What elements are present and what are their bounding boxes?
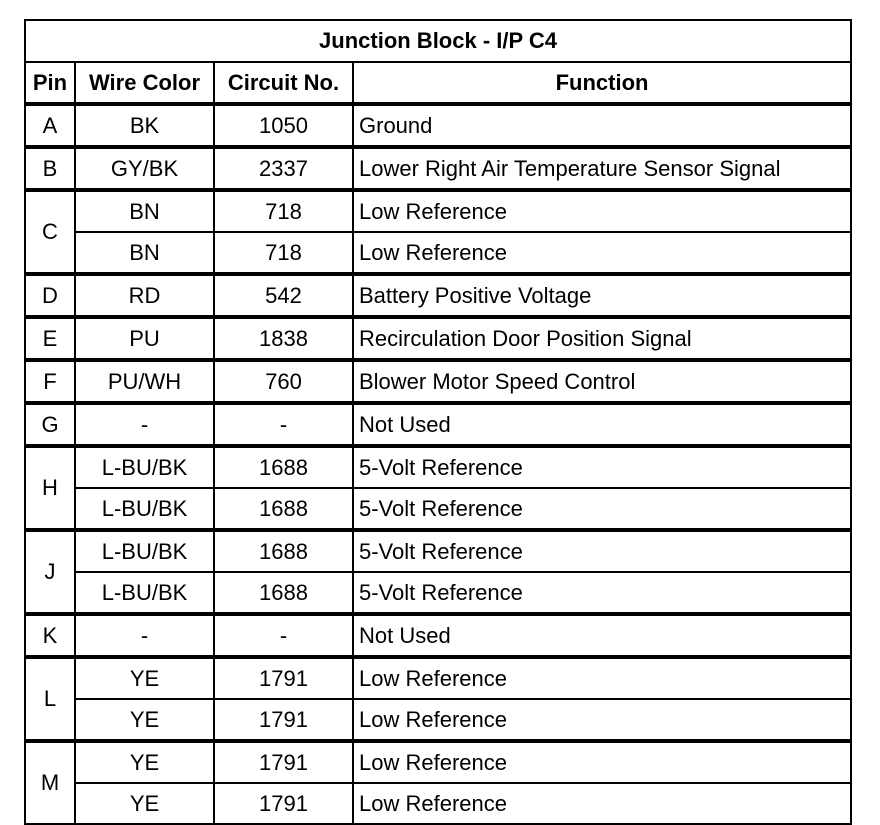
circuit-no-cell: - xyxy=(214,403,353,446)
wire-color-cell: GY/BK xyxy=(75,147,214,190)
function-cell: Not Used xyxy=(353,403,851,446)
wire-color-cell: L-BU/BK xyxy=(75,446,214,488)
table-row xyxy=(25,190,851,232)
circuit-no-cell: 1688 xyxy=(214,488,353,530)
wire-color-cell: BN xyxy=(75,232,214,274)
header-circuit-no: Circuit No. xyxy=(214,62,353,104)
function-cell: Recirculation Door Position Signal xyxy=(353,317,851,360)
pin-cell: K xyxy=(25,614,75,657)
table-row xyxy=(25,488,851,530)
wire-color-cell: - xyxy=(75,614,214,657)
table-title-row xyxy=(25,20,851,62)
circuit-no-cell: 1791 xyxy=(214,783,353,824)
function-cell: Low Reference xyxy=(353,741,851,783)
circuit-no-cell: 1688 xyxy=(214,530,353,572)
circuit-no-cell: - xyxy=(214,614,353,657)
function-cell: Low Reference xyxy=(353,699,851,741)
function-cell: Ground xyxy=(353,104,851,147)
wire-color-cell: BN xyxy=(75,190,214,232)
table-body xyxy=(25,104,851,824)
table-row xyxy=(25,783,851,824)
table-row xyxy=(25,232,851,274)
function-cell: 5-Volt Reference xyxy=(353,572,851,614)
circuit-no-cell: 1050 xyxy=(214,104,353,147)
function-cell: Lower Right Air Temperature Sensor Signal xyxy=(353,147,851,190)
table-row xyxy=(25,274,851,317)
wire-color-cell: YE xyxy=(75,699,214,741)
pin-cell: L xyxy=(25,657,75,741)
circuit-no-cell: 542 xyxy=(214,274,353,317)
table-title: Junction Block - I/P C4 xyxy=(25,20,851,62)
circuit-no-cell: 1838 xyxy=(214,317,353,360)
pin-cell: B xyxy=(25,147,75,190)
wire-color-cell: RD xyxy=(75,274,214,317)
function-cell: Not Used xyxy=(353,614,851,657)
wire-color-cell: PU/WH xyxy=(75,360,214,403)
table-row xyxy=(25,446,851,488)
function-cell: Blower Motor Speed Control xyxy=(353,360,851,403)
function-cell: Low Reference xyxy=(353,783,851,824)
wire-color-cell: YE xyxy=(75,783,214,824)
table-row xyxy=(25,699,851,741)
wire-color-cell: L-BU/BK xyxy=(75,530,214,572)
wire-color-cell: L-BU/BK xyxy=(75,488,214,530)
wire-color-cell: - xyxy=(75,403,214,446)
table-row xyxy=(25,657,851,699)
circuit-no-cell: 1791 xyxy=(214,741,353,783)
pin-cell: G xyxy=(25,403,75,446)
wire-color-cell: PU xyxy=(75,317,214,360)
pin-cell: H xyxy=(25,446,75,530)
wire-color-cell: YE xyxy=(75,657,214,699)
pin-cell: E xyxy=(25,317,75,360)
pin-cell: J xyxy=(25,530,75,614)
table-row xyxy=(25,530,851,572)
header-function: Function xyxy=(353,62,851,104)
circuit-no-cell: 718 xyxy=(214,232,353,274)
table-row xyxy=(25,317,851,360)
table-row xyxy=(25,741,851,783)
function-cell: Low Reference xyxy=(353,232,851,274)
function-cell: Low Reference xyxy=(353,657,851,699)
pin-cell: C xyxy=(25,190,75,274)
table-row xyxy=(25,104,851,147)
function-cell: 5-Volt Reference xyxy=(353,446,851,488)
circuit-no-cell: 2337 xyxy=(214,147,353,190)
circuit-no-cell: 718 xyxy=(214,190,353,232)
table-row xyxy=(25,403,851,446)
function-cell: Battery Positive Voltage xyxy=(353,274,851,317)
circuit-no-cell: 1791 xyxy=(214,657,353,699)
function-cell: 5-Volt Reference xyxy=(353,530,851,572)
circuit-no-cell: 1688 xyxy=(214,446,353,488)
table-row xyxy=(25,572,851,614)
pin-cell: D xyxy=(25,274,75,317)
header-pin: Pin xyxy=(25,62,75,104)
function-cell: Low Reference xyxy=(353,190,851,232)
circuit-no-cell: 1688 xyxy=(214,572,353,614)
circuit-no-cell: 1791 xyxy=(214,699,353,741)
junction-block-pinout-table xyxy=(24,19,852,825)
circuit-no-cell: 760 xyxy=(214,360,353,403)
table-header-row xyxy=(25,62,851,104)
wire-color-cell: YE xyxy=(75,741,214,783)
table-row xyxy=(25,360,851,403)
pin-cell: A xyxy=(25,104,75,147)
wire-color-cell: L-BU/BK xyxy=(75,572,214,614)
pin-cell: F xyxy=(25,360,75,403)
function-cell: 5-Volt Reference xyxy=(353,488,851,530)
wire-color-cell: BK xyxy=(75,104,214,147)
header-wire-color: Wire Color xyxy=(75,62,214,104)
pin-cell: M xyxy=(25,741,75,824)
table-row xyxy=(25,614,851,657)
table-row xyxy=(25,147,851,190)
